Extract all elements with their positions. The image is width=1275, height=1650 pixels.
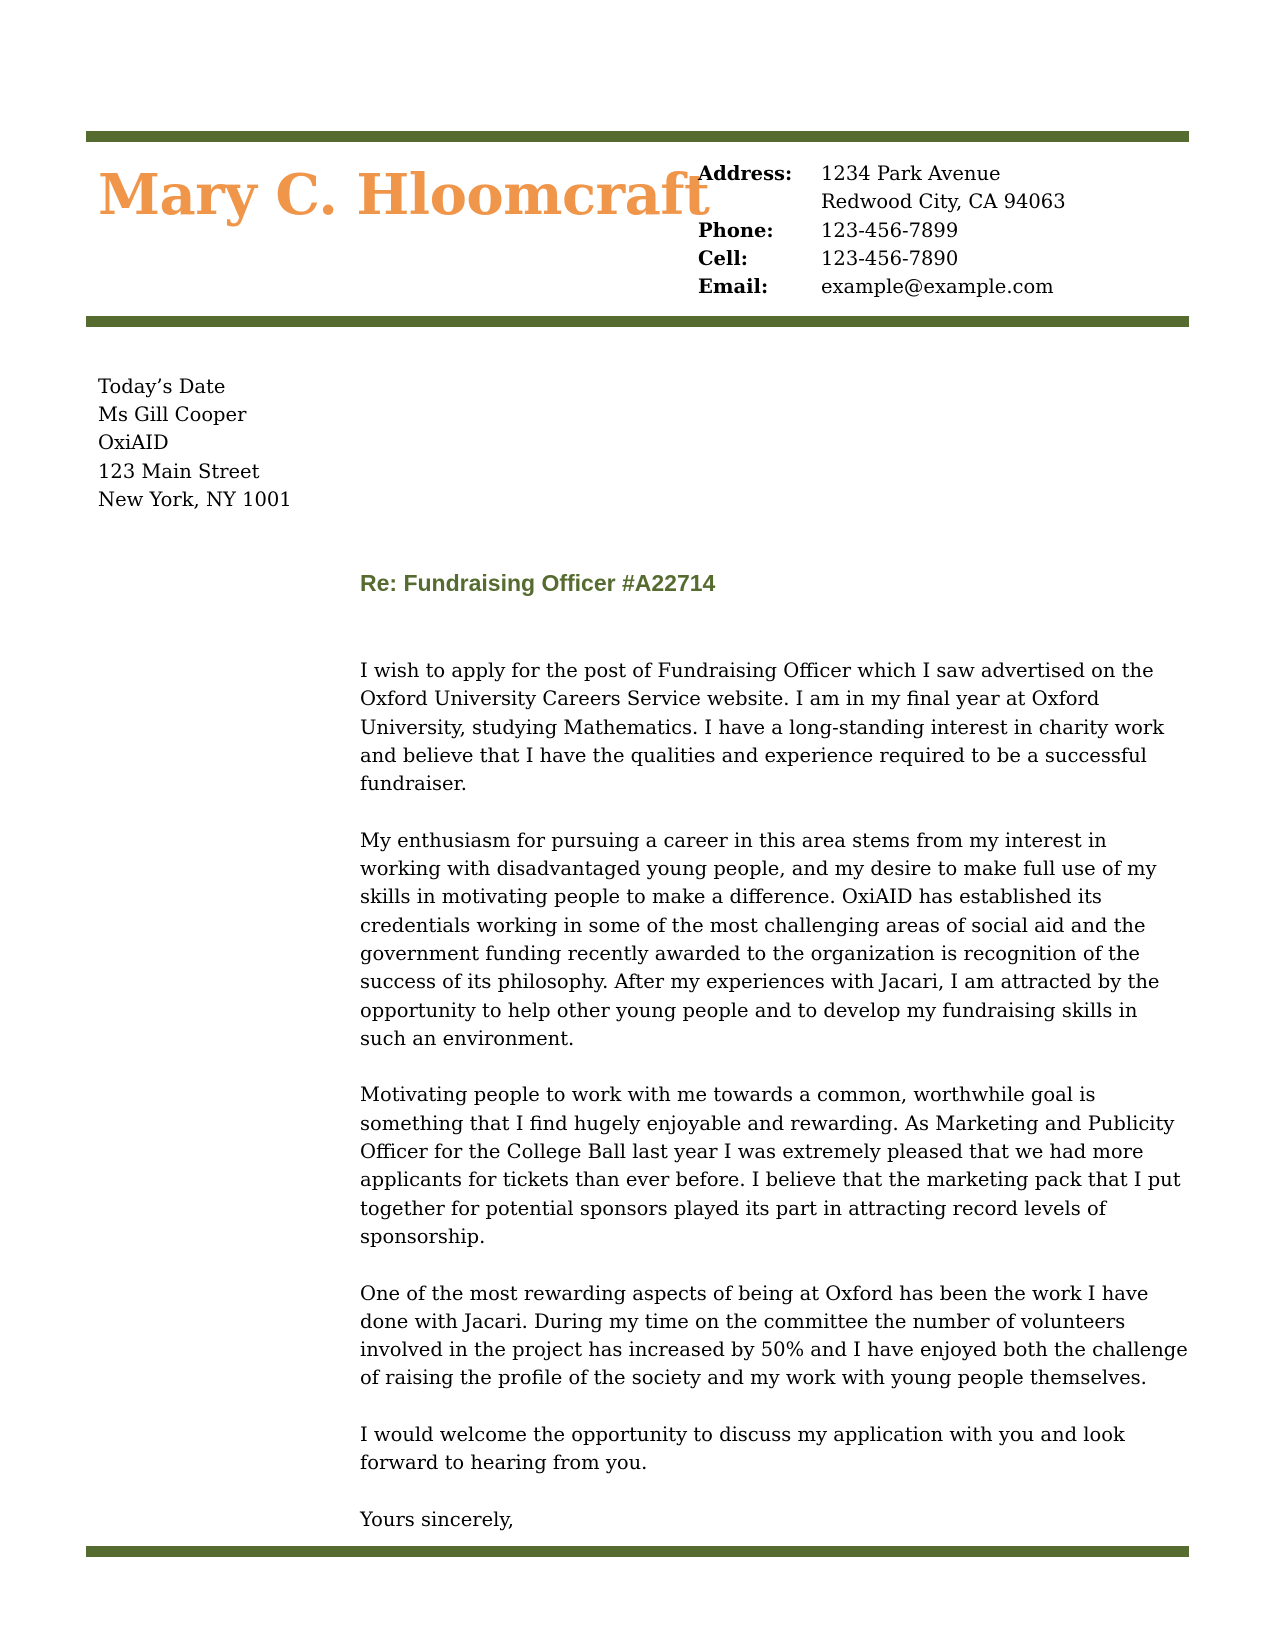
- body-paragraph: [360, 827, 1190, 1053]
- body-paragraph: [360, 657, 1190, 798]
- body-line: done with Jacari. During my time on the committee the number of volunteers: [360, 1309, 1126, 1333]
- body-line: skills in motivating people to make a difference. OxiAID has established its: [360, 885, 1102, 909]
- contact-cell-row: [698, 245, 1066, 273]
- sender-name: Mary C. Hloomcraft: [98, 162, 710, 228]
- body-line: One of the most rewarding aspects of being at Oxford has been the work I have: [360, 1281, 1149, 1305]
- phone-value: 123-456-7899: [821, 218, 959, 242]
- body-line: sponsorship.: [360, 1224, 486, 1248]
- cell-label: Cell:: [698, 246, 748, 270]
- body-line: success of its philosophy. After my experiences with Jacari, I am attracted by the: [360, 970, 1160, 994]
- body-line: Officer for the College Ball last year I was extremely pleased that we had more: [360, 1140, 1144, 1164]
- recipient-street: 123 Main Street: [98, 459, 260, 483]
- closing: [360, 1506, 1190, 1534]
- letter-body: [360, 657, 1190, 1563]
- email-label: Email:: [698, 275, 769, 299]
- body-line: government funding recently awarded to the organization is recognition of the: [360, 941, 1140, 965]
- body-line: such an environment.: [360, 1026, 575, 1050]
- body-line: I would welcome the opportunity to discuss my application with you and look: [360, 1423, 1125, 1447]
- closing-line: Yours sincerely,: [360, 1507, 514, 1531]
- body-line: together for potential sponsors played its part in attracting record levels of: [360, 1196, 1106, 1220]
- recipient-city: New York, NY 1001: [98, 487, 292, 511]
- contact-address-row: [698, 160, 1066, 188]
- recipient-block: [98, 373, 292, 514]
- body-line: opportunity to help other young people and to develop my fundraising skills in: [360, 998, 1138, 1022]
- cell-value: 123-456-7890: [821, 246, 959, 270]
- footer-rule: [86, 1546, 1189, 1557]
- body-line: Motivating people to work with me towards a common, worthwhile goal is: [360, 1083, 1096, 1107]
- address-line1: 1234 Park Avenue: [821, 162, 1001, 185]
- contact-phone-row: [698, 217, 1066, 245]
- body-paragraph: [360, 1280, 1190, 1393]
- body-line: and believe that I have the qualities and experience required to be a successful: [360, 743, 1147, 767]
- contact-block: [698, 160, 1066, 301]
- address-label: Address:: [698, 162, 793, 185]
- body-line: I wish to apply for the post of Fundraising Officer which I saw advertised on the: [360, 659, 1154, 682]
- recipient-company: OxiAID: [98, 431, 169, 455]
- body-paragraph: [360, 1421, 1190, 1478]
- header-top-rule: [86, 131, 1189, 142]
- recipient-name: Ms Gill Cooper: [98, 403, 247, 427]
- address-line2: Redwood City, CA 94063: [821, 190, 1066, 214]
- phone-label: Phone:: [698, 218, 774, 242]
- letter-date: Today’s Date: [98, 375, 226, 398]
- body-paragraph: [360, 1081, 1190, 1251]
- body-line: fundraiser.: [360, 772, 467, 796]
- body-line: credentials working in some of the most challenging areas of social aid and the: [360, 913, 1146, 937]
- header-bottom-rule: [86, 316, 1189, 327]
- body-line: applicants for tickets than ever before. I believe that the marketing pack that I put: [360, 1168, 1181, 1192]
- body-line: My enthusiasm for pursuing a career in this area stems from my interest in: [360, 828, 1107, 852]
- body-line: of raising the profile of the society and my work with young people themselves.: [360, 1366, 1147, 1390]
- body-line: forward to hearing from you.: [360, 1451, 648, 1475]
- contact-email-row: [698, 273, 1066, 301]
- body-line: Oxford University Careers Service website. I am in my final year at Oxford: [360, 687, 1100, 711]
- body-line: involved in the project has increased by 50% and I have enjoyed both the challenge: [360, 1338, 1188, 1362]
- body-line: working with disadvantaged young people, and my desire to make full use of my: [360, 857, 1157, 881]
- subject-line: Re: Fundraising Officer #A22714: [360, 570, 716, 596]
- body-line: University, studying Mathematics. I have a long-standing interest in charity work: [360, 715, 1165, 739]
- email-value: example@example.com: [821, 275, 1054, 299]
- contact-address-row-2: [698, 188, 1066, 216]
- body-line: something that I find hugely enjoyable and rewarding. As Marketing and Publicity: [360, 1111, 1175, 1135]
